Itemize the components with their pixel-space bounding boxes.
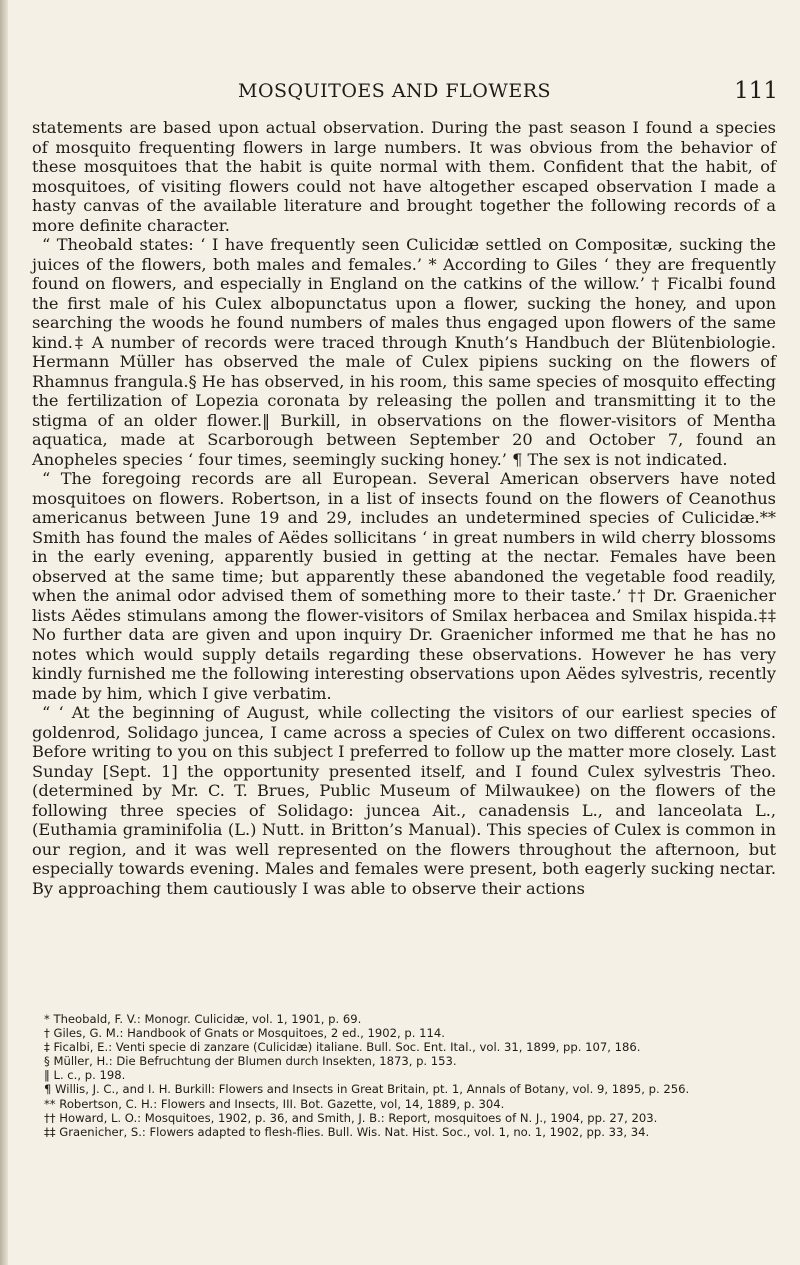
footnote: ‖ L. c., p. 198.: [44, 1068, 126, 1083]
body-paragraph: “ ‘ At the beginning of August, while collecting the visitors of our earliest species of goldenrod, Solidago juncea, I came across a species of Culex on two different occasions. Before writing to you on this subject I preferred to follow up the matter more closely. Last Sunday [Sept. 1] the opportunity presented itself, and I found Culex sylvestris Theo. (determined by Mr. C. T. Brues, Public Museum of Milwaukee) on the flowers of the following three species of Solidago: juncea Ait., canadensis L., and lanceolata L., (Euthamia graminifolia (L.) Nutt. in Britton’s Manual). This species of Culex is common in our region, and it was well represented on the flowers throughout the afternoon, but especially towards evening. Males and females were present, both eagerly sucking nectar. By approaching them cautiously I was able to observe their actions: [32, 703, 776, 898]
footnote: ¶ Willis, J. C., and I. H. Burkill: Flowers and Insects in Great Britain, pt. 1, Annals of Botany, vol. 9, 1895, p. 256.: [44, 1082, 690, 1097]
footnote: ‡ Ficalbi, E.: Venti specie di zanzare (Culicidæ) italiane. Bull. Soc. Ent. Ital., vol. 31, 1899, pp. 107, 186.: [44, 1040, 641, 1055]
running-head-title: MOSQUITOES AND FLOWERS: [238, 80, 552, 102]
footnotes: [32, 1012, 776, 1139]
footnote: † Giles, G. M.: Handbook of Gnats or Mosquitoes, 2 ed., 1902, p. 114.: [44, 1026, 445, 1041]
body-text: [32, 118, 776, 898]
footnote: †† Howard, L. O.: Mosquitoes, 1902, p. 36, and Smith, J. B.: Report, mosquitoes of N. J., 1904, pp. 27, 203.: [44, 1110, 658, 1125]
footnote: ‡‡ Graenicher, S.: Flowers adapted to flesh-flies. Bull. Wis. Nat. Hist. Soc., vol. 1, no. 1, 1902, pp. 33, 34.: [44, 1124, 650, 1139]
footnote: * Theobald, F. V.: Monogr. Culicidæ, vol. 1, 1901, p. 69.: [44, 1012, 362, 1026]
running-head: [0, 80, 800, 110]
page-number: 111: [734, 78, 778, 104]
body-paragraph: “ The foregoing records are all European. Several American observers have noted mosquitoes on flowers. Robertson, in a list of insects found on the flowers of Ceanothus americanus between June 19 and 29, includes an undetermined species of Culicidæ.** Smith has found the males of Aëdes sollicitans ‘ in great numbers in wild cherry blossoms in the early evening, apparently busied in getting at the nectar. Females have been observed at the same time; but apparently these abandoned the vegetable food readily, when the animal odor advised them of something more to their taste.’ †† Dr. Graenicher lists Aëdes stimulans among the flower-visitors of Smilax herbacea and Smilax hispida.‡‡ No further data are given and upon inquiry Dr. Graenicher informed me that he has no notes which would supply details regarding these observations. However he has very kindly furnished me the following interesting observations upon Aëdes sylvestris, recently made by him, which I give verbatim.: [32, 469, 776, 703]
body-paragraph: “ Theobald states: ‘ I have frequently seen Culicidæ settled on Compositæ, sucking the juices of the flowers, both males and females.’ * According to Giles ‘ they are frequently found on flowers, and especially in England on the catkins of the willow.’ † Ficalbi found the first male of his Culex albopunctatus upon a flower, sucking the honey, and upon searching the woods he found numbers of males thus engaged upon flowers of the same kind.‡ A number of records were traced through Knuth’s Handbuch der Blütenbiologie. Hermann Müller has observed the male of Culex pipiens sucking on the flowers of Rhamnus frangula.§ He has observed, in his room, this same species of mosquito effecting the fertilization of Lopezia coronata by releasing the pollen and transmitting it to the stigma of an older flower.‖ Burkill, in observations on the flower-visitors of Mentha aquatica, made at Scarborough between September 20 and October 7, found an Anopheles species ‘ four times, seemingly sucking honey.’ ¶ The sex is not indicated.: [32, 235, 776, 469]
footnote: § Müller, H.: Die Befruchtung der Blumen durch Insekten, 1873, p. 153.: [44, 1054, 457, 1069]
page-spine-shadow: [0, 0, 8, 1265]
body-paragraph: statements are based upon actual observation. During the past season I found a species of mosquito frequenting flowers in large numbers. It was obvious from the behavior of these mosquitoes that the habit is quite normal with them. Confident that the habit, of mosquitoes, of visiting flowers could not have altogether escaped observation I made a hasty canvas of the available literature and brought together the following records of a more definite character.: [32, 118, 776, 235]
footnote: ** Robertson, C. H.: Flowers and Insects, III. Bot. Gazette, vol, 14, 1889, p. 304.: [44, 1096, 505, 1111]
